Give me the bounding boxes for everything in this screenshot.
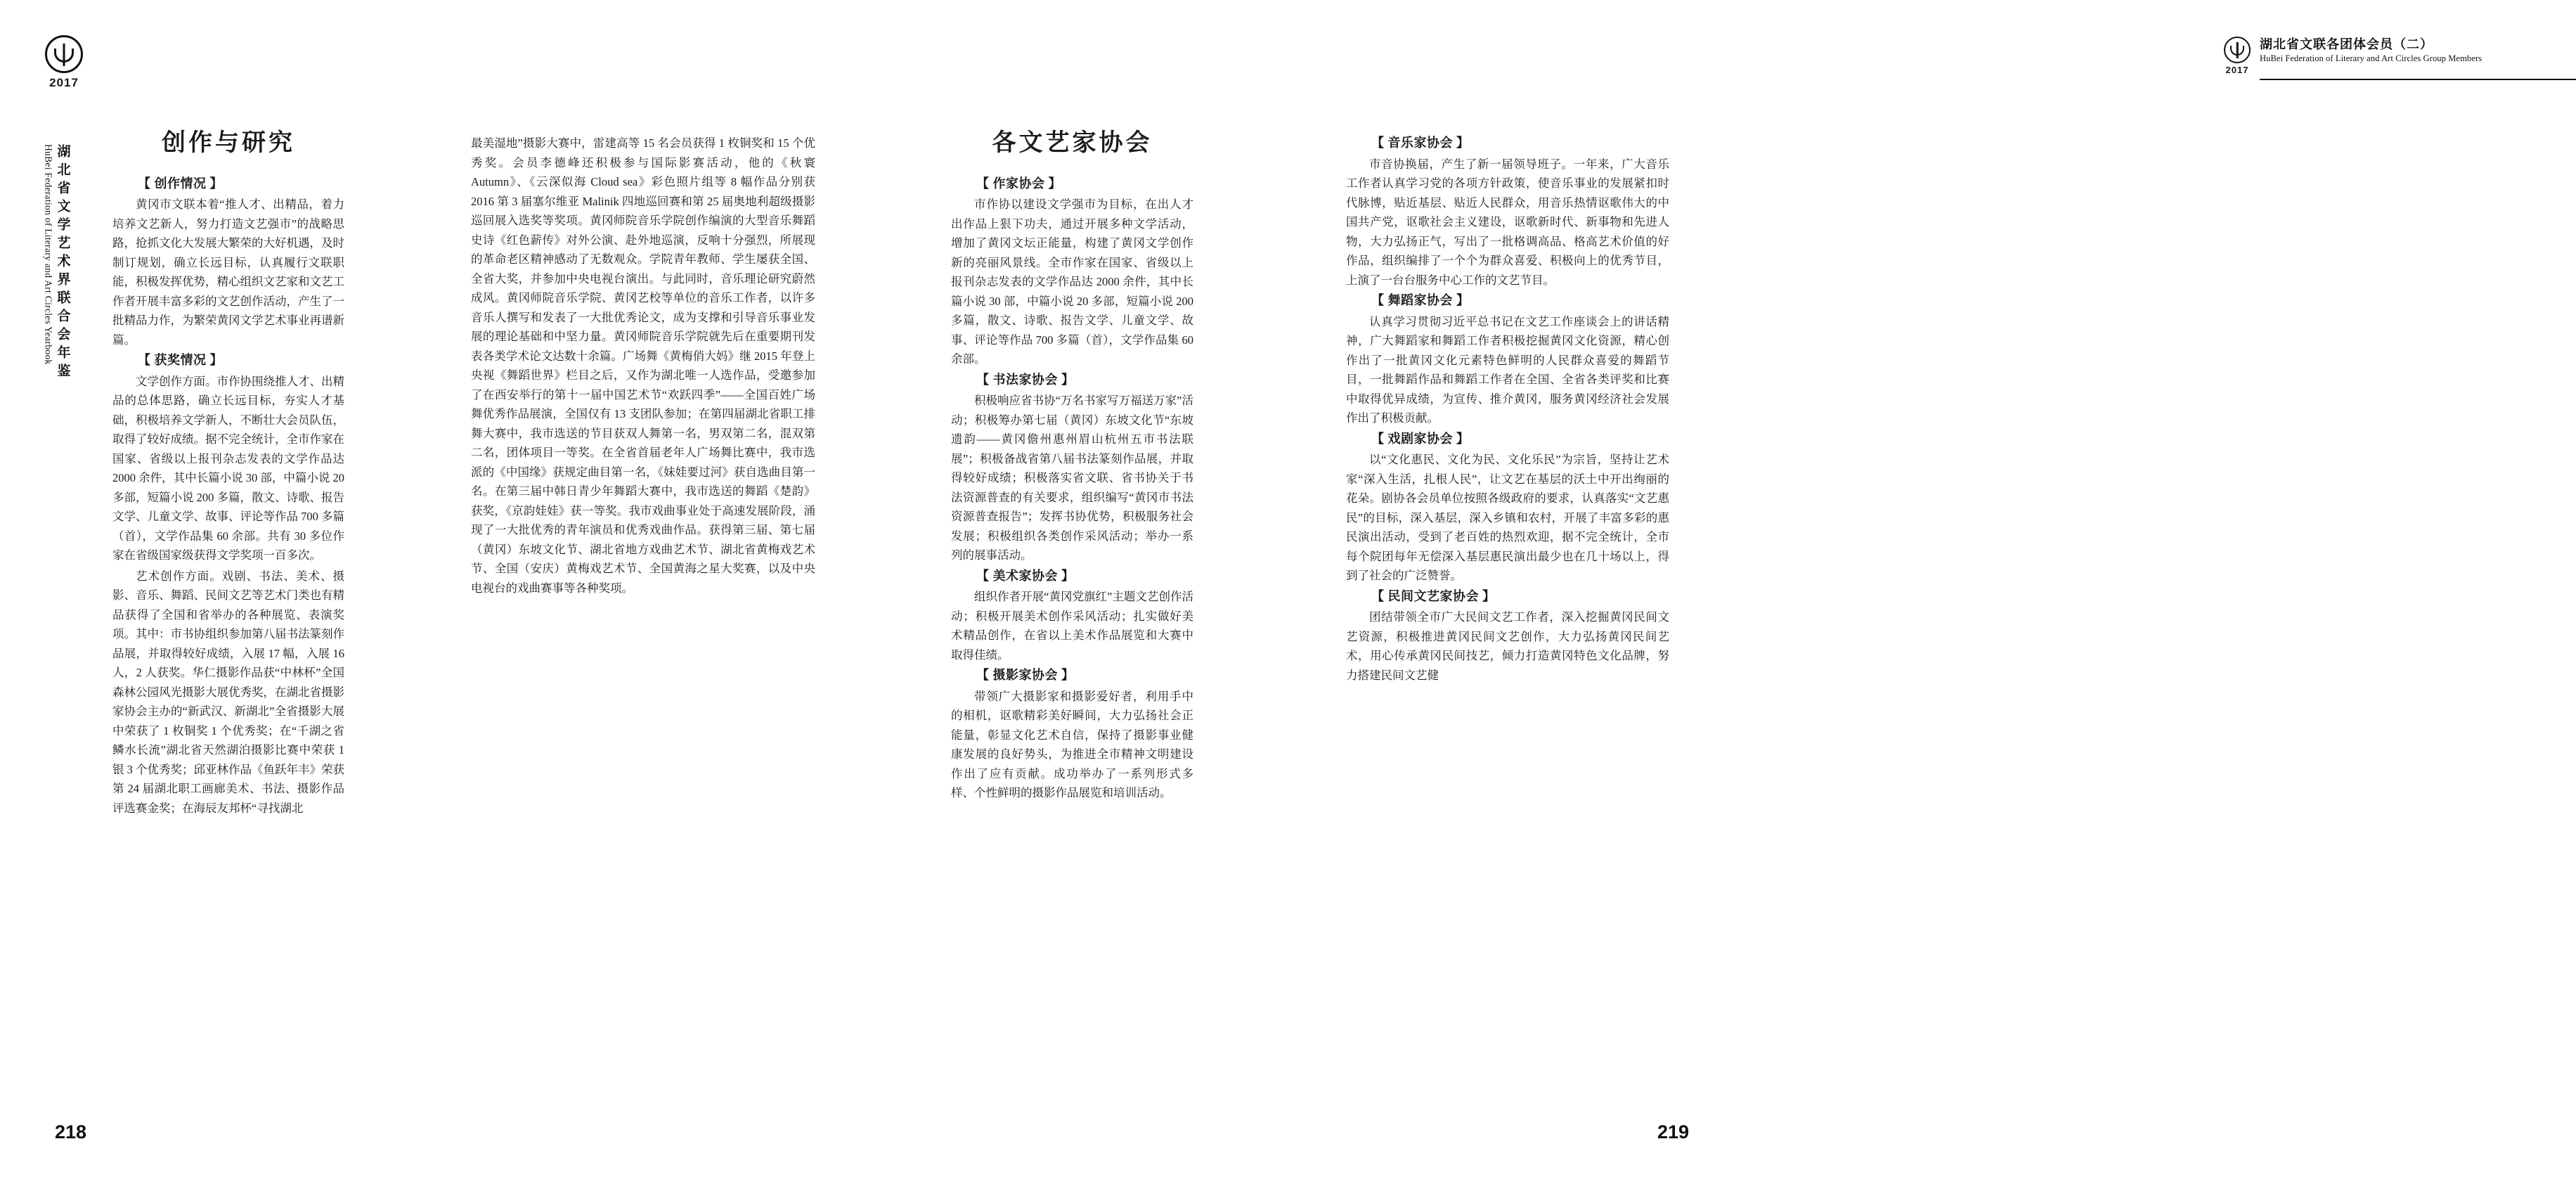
right-column-1 (951, 130, 1193, 804)
running-header-rule (2260, 79, 2576, 80)
running-header-title-en: HuBei Federation of Literary and Art Circles Group Members (2260, 53, 2483, 63)
right-page (872, 0, 2483, 1184)
left-page (0, 0, 872, 1184)
paragraph: 艺术创作方面。戏剧、书法、美术、摄影、音乐、舞蹈、民间文艺等艺术门类也有精品获得了全国和省举办的各种展览、表演奖项。其中：市书协组织参加第八届书法篆刻作品展，并取得较好成绩，入展 17 幅，入展 16 人，2 人获奖。华仁摄影作品获“中林杯”全国森林公园风光摄影大展优秀奖，在湖北省摄影家协会主办的“新武汉、新湖北”全省摄影大展中荣获了 1 枚铜奖 1 个优秀奖；在“千湖之省 鳞水长流”湖北省天然湖泊摄影比赛中荣获 1 银 3 个优秀奖；邱亚林作品《鱼跃年丰》荣获第 24 届湖北职工画廊美术、书法、摄影作品评选赛金奖；在海辰友邦杯“寻找湖北 (112, 569, 344, 815)
running-header-logo (2218, 37, 2257, 75)
paragraph: 带领广大摄影家和摄影爱好者，利用手中的相机，讴歌精彩美好瞬间，大力弘扬社会正能量，彰显文化艺术自信，保持了摄影事业健康发展的良好势头，为推进全市精神文明建设作出了应有贡献。成功举办了一系列形式多样、个性鲜明的摄影作品展览和培训活动。 (951, 689, 1193, 799)
section-heading-creation: 【 创作情况 】 (138, 176, 223, 191)
running-header-year: 2017 (2225, 65, 2249, 75)
logo-year: 2017 (49, 76, 79, 89)
paragraph: 组织作者开展“黄冈党旗红”主题文艺创作活动；积极开展美术创作采风活动；扎实做好美术精品创作，在省以上美术作品展览和大赛中取得佳绩。 (951, 590, 1193, 662)
paragraph: 市音协换届，产生了新一届领导班子。一年来，广大音乐工作者认真学习党的各项方针政策，使音乐事业的发展紧扣时代脉博，贴近基层、贴近人民群众，用音乐热情讴歌伟大的中国共产党，讴歌社会主义建设，讴歌新时代、新事物和先进人物，大力弘扬正气，写出了一批格调高品、格高艺术价值的好作品，组织编排了一个个为群众喜爱、积极向上的优秀节目，上演了一台台服务中心工作的文艺节目。 (1346, 157, 1669, 287)
right-page-title: 各文艺家协会 (992, 130, 1153, 156)
paragraph: 积极响应省书协“万名书家写万福送万家”活动；积极筹办第七届（黄冈）东坡文化节“东坡遗韵——黄冈儋州惠州眉山杭州五市书法联展”；积极备战省第八届书法篆刻作品展，并取得较好成绩；积极落实省文联、省书协关于书法资源普查的有关要求，组织编写“黄冈市书法资源普查报告”；发挥书协优势，积极服务社会发展；积极组织各类创作采风活动；举办一系列的展事活动。 (951, 394, 1193, 562)
paragraph: 市作协以建设文学强市为目标，在出人才出作品上狠下功夫，通过开展多种文学活动，增加了黄冈文坛正能量，构建了黄冈文学创作新的亮丽风景线。全市作家在国家、省级以上报刊杂志发表的文学作品达 2000 余件，其中长篇小说 30 部，中篇小说 20 多部，短篇小说 200 多篇，散文、诗歌、报告文学、儿童文学、故事、评论等作品 700 多篇（首），文学作品集 60 余部。 (951, 198, 1193, 366)
spine-text-en: HuBei Federation of Literary and Art Circles Yearbook (43, 144, 54, 365)
section-heading-artists-association: 【 美术家协会 】 (976, 568, 1075, 583)
paragraph: 最美湿地”摄影大赛中，雷建高等 15 名会员获得 1 枚铜奖和 15 个优秀奖。会员李德峰还积极参与国际影赛活动，他的《秋寰 Autumn》、《云深似海 Cloud sea》彩色照片组等 8 幅作品分别获 2016 第 3 届塞尔维亚 Malinik 四地巡回赛和第 25 届奥地利超级摄影巡回展入选奖等奖项。黄冈师院音乐学院创作编演的大型音乐舞蹈史诗《红色薪传》对外公演、赴外地巡演，反响十分强烈，所展现的革命老区精神感动了无数观众。学院青年教师、学生屡获全国、全省大奖，并参加中央电视台演出。与此同时，音乐理论研究蔚然成风。黄冈师院音乐学院、黄冈艺校等单位的音乐工作者，以许多音乐人撰写和发表了一大批优秀论文，成为支撑和引导音乐事业发展的理论基础和中坚力量。黄冈师院音乐学院就先后在重要期刊发表各类学术论文达数十余篇。广场舞《黄梅俏大妈》继 2015 年登上央视《舞蹈世界》栏目之后，又作为湖北唯一人选作品，受邀参加了在西安举行的第十一届中国艺术节“欢跃四季”——全国百姓广场舞优秀作品展演，全国仅有 13 支团队参加；在第四届湖北省职工排舞大赛中，我市选送的节目获双人舞第一名，男双第二名，混双第二名，团体项目一等奖。在全省首届老年人广场舞比赛中，我市选派的《中国缘》获规定曲目第一名，《妹娃要过河》获自选曲目第一名。在第三届中韩日青少年舞蹈大赛中，我市选送的舞蹈《楚韵》获奖，《京韵娃娃》获一等奖。我市戏曲事业处于高速发展阶段，涌现了一大批优秀的青年演员和优秀戏曲作品。获得第三届、第七届（黄冈）东坡文化节、湖北省地方戏曲艺术节、湖北省黄梅戏艺术节、全国（安庆）黄梅戏艺术节、全国黄海之星大奖赛，以及中央电视台的戏曲赛事等各种奖项。 (471, 136, 815, 595)
running-header-text (2260, 37, 2576, 80)
running-header-title-cn: 湖北省文联各团体会员（二） (2260, 37, 2433, 51)
section-heading-calligraphers-association: 【 书法家协会 】 (976, 372, 1075, 387)
running-header (2218, 37, 2576, 80)
left-column-1 (112, 130, 344, 819)
spine-text-cn: 湖北省文学艺术界联合会年鉴 (55, 144, 70, 382)
section-heading-writers-association: 【 作家协会 】 (976, 176, 1061, 191)
spine-text (44, 144, 96, 510)
section-heading-awards: 【 获奖情况 】 (138, 353, 223, 367)
paragraph: 认真学习贯彻习近平总书记在文艺工作座谈会上的讲话精神，广大舞蹈家和舞蹈工作者积极挖掘黄冈文化资源，精心创作出了一批黄冈文化元素特色鲜明的人民群众喜爱的舞蹈节目，一批舞蹈作品和舞蹈工作者在全国、全省各类评奖和比赛中取得优异成绩，为宣传、推介黄冈，服务黄冈经济社会发展作出了积极贡献。 (1346, 314, 1669, 425)
logo-emblem-icon (2224, 37, 2251, 63)
paragraph: 团结带领全市广大民间文艺工作者，深入挖掘黄冈民间文艺资源，积极推进黄冈民间文艺创作，大力弘扬黄冈民间艺术，用心传承黄冈民间技艺，倾力打造黄冈特色文化品牌，努力搭建民间文艺健 (1346, 610, 1669, 682)
page-number-right: 219 (1657, 1121, 1689, 1143)
section-heading-photographers-association: 【 摄影家协会 】 (976, 668, 1075, 682)
section-heading-dramatists-association: 【 戏剧家协会 】 (1371, 431, 1470, 446)
paragraph: 文学创作方面。市作协围绕推人才、出精品的总体思路，确立长远目标，夯实人才基础，积极培养文学新人，不断壮大会员队伍，取得了较好成绩。据不完全统计，全市作家在国家、省级以上报刊杂志发表的文学作品达 2000 余件，其中长篇小说 30 部，中篇小说 20 多部，短篇小说 200 多篇，散文、诗歌、报告文学、儿童文学、故事、评论等作品 700 多篇（首），文学作品集 60 余部。共有 30 多位作家在省级国家级获得文学奖项一百多次。 (112, 374, 344, 562)
right-column-2 (1346, 134, 1669, 686)
section-heading-musicians-association: 【 音乐家协会 】 (1371, 136, 1470, 150)
federation-logo (42, 35, 86, 90)
left-column-2 (471, 134, 815, 599)
left-page-title: 创作与研究 (162, 130, 295, 156)
section-heading-dancers-association: 【 舞蹈家协会 】 (1371, 293, 1470, 307)
paragraph: 以“文化惠民、文化为民、文化乐民”为宗旨，坚持让艺术家“深入生活，扎根人民”，让文艺在基层的沃土中开出绚丽的花朵。剧协各会员单位按照各级政府的要求，认真落实“文艺惠民”的目标，深入基层，深入乡镇和农村，开展了丰富多彩的惠民演出活动，受到了老百姓的热烈欢迎，据不完全统计，全市每个院团每年无偿深入基层惠民演出最少也在几十场以上，得到了社会的广泛赞誉。 (1346, 453, 1669, 582)
page-number-left: 218 (55, 1121, 87, 1143)
paragraph: 黄冈市文联本着“推人才、出精品，着力培养文艺新人，努力打造文艺强市”的战略思路，抢抓文化大发展大繁荣的大好机遇，及时制订规划，确立长远目标，认真履行文联职能，积极发挥优势，精心组织文艺家和文艺工作者开展丰富多彩的文艺创作活动，产生了一批精品力作，为繁荣黄冈文学艺术事业再谱新篇。 (112, 198, 344, 347)
section-heading-folk-artists-association: 【 民间文艺家协会 】 (1371, 588, 1496, 603)
logo-emblem-icon (45, 35, 83, 73)
